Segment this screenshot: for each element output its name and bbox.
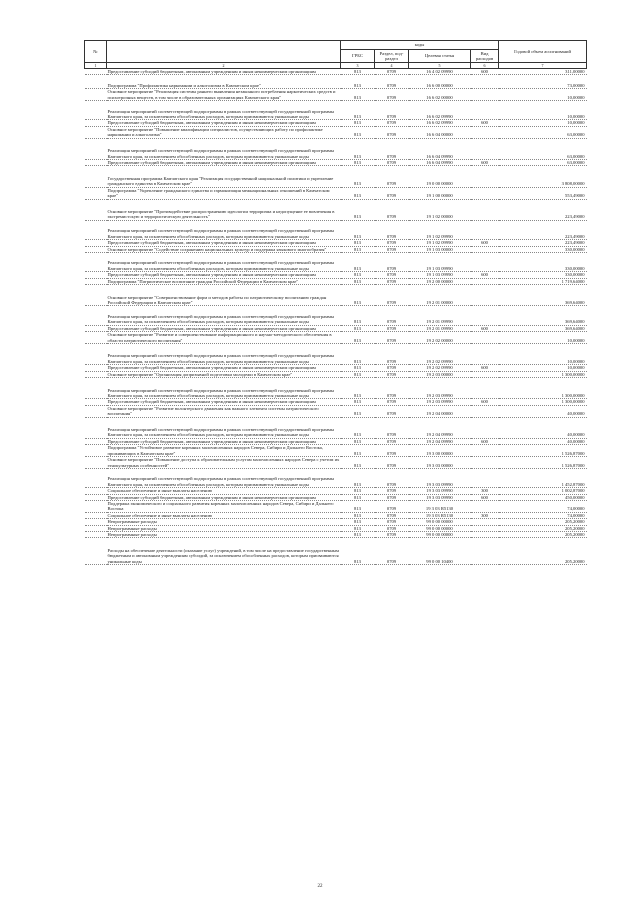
cell-cs: 19 3 03 R5130 xyxy=(409,501,471,513)
cell-rz: 0709 xyxy=(375,159,409,165)
cell-name: Предоставление субсидий бюджетным, автономным учреждениям и иным некоммерческим организациям xyxy=(107,494,341,500)
cell-grbs: 813 xyxy=(341,148,375,159)
cell-rz: 0709 xyxy=(375,525,409,531)
cell-vr xyxy=(471,548,499,565)
cell-cs: 19 3 03 09990 xyxy=(409,476,471,487)
table-row xyxy=(85,476,587,487)
cell-sum: 330,00000 xyxy=(499,260,587,271)
cell-grbs: 813 xyxy=(341,525,375,531)
cell-rz: 0709 xyxy=(375,295,409,306)
cell-name: Непрограммные расходы xyxy=(107,532,341,538)
cell-sum: 1 452,87000 xyxy=(499,476,587,487)
cell-sum: 311,00000 xyxy=(499,69,587,75)
cell-cs: 19 1 03 09990 xyxy=(409,260,471,271)
cell-num xyxy=(85,388,107,399)
cell-cs: 19 3 03 R5130 xyxy=(409,512,471,518)
cell-grbs: 813 xyxy=(341,159,375,165)
cell-name: Основное мероприятие "Повышение квалификации специалистов, осуществляющих работу по профилактике наркомании и алкоголизма" xyxy=(107,126,341,138)
cell-rz: 0709 xyxy=(375,488,409,494)
cell-rz: 0709 xyxy=(375,278,409,284)
table-row xyxy=(85,427,587,438)
col-grbs-header: ГРБС xyxy=(341,50,375,63)
cell-cs: 19 1 00 00000 xyxy=(409,187,471,199)
cell-name: Предоставление субсидий бюджетным, автономным учреждениям и иным некоммерческим организациям xyxy=(107,69,341,75)
cell-vr: 600 xyxy=(471,159,499,165)
table-row xyxy=(85,89,587,101)
cell-vr xyxy=(471,260,499,271)
cell-name: Предоставление субсидий бюджетным, автономным учреждениям и иным некоммерческим организациям xyxy=(107,272,341,278)
cell-vr: 600 xyxy=(471,438,499,444)
table-row xyxy=(85,548,587,565)
table-row xyxy=(85,187,587,199)
cell-grbs: 813 xyxy=(341,427,375,438)
cell-rz: 0709 xyxy=(375,399,409,405)
cell-name: Подпрограмма "Профилактика наркомании и алкоголизма в Камчатском крае" xyxy=(107,83,341,89)
cell-grbs: 813 xyxy=(341,365,375,371)
cell-grbs: 813 xyxy=(341,278,375,284)
budget-table xyxy=(84,40,587,565)
cell-sum: 10,00000 xyxy=(499,89,587,101)
cell-sum: 74,00000 xyxy=(499,501,587,513)
cell-sum: 205,20000 xyxy=(499,548,587,565)
cell-cs: 19 0 00 00000 xyxy=(409,176,471,187)
cell-num xyxy=(85,405,107,417)
cell-name: Реализация мероприятий соответствующей подпрограммы в рамках соответствующей государственной программы Камчатского края, за исключением обособленных расходов, которым присваиваются уникальные коды xyxy=(107,314,341,325)
col-razdel-header: Раздел, под-раздел xyxy=(375,50,409,63)
cell-cs: 19 1 02 09990 xyxy=(409,240,471,246)
cell-vr: 600 xyxy=(471,494,499,500)
cell-name: Реализация мероприятий соответствующей подпрограммы в рамках соответствующей государственной программы Камчатского края, за исключением обособленных расходов, которым присваиваются уникальные коды xyxy=(107,228,341,239)
cell-sum: 63,00000 xyxy=(499,126,587,138)
cell-name: Социальное обеспечение и иные выплаты населению xyxy=(107,512,341,518)
table-row xyxy=(85,405,587,417)
cell-grbs: 813 xyxy=(341,260,375,271)
table-row xyxy=(85,332,587,344)
cell-cs: 16 6 04 09990 xyxy=(409,148,471,159)
cell-cs: 16 6 02 09990 xyxy=(409,109,471,120)
cell-name: Реализация мероприятий соответствующей подпрограммы в рамках соответствующей государственной программы Камчатского края, за исключением обособленных расходов, которым присваиваются уникальные коды xyxy=(107,388,341,399)
cell-grbs: 813 xyxy=(341,325,375,331)
cell-grbs: 813 xyxy=(341,332,375,344)
cell-sum: 10,00000 xyxy=(499,120,587,126)
cell-cs: 99 0 00 00000 xyxy=(409,519,471,525)
cell-vr xyxy=(471,427,499,438)
cell-grbs: 813 xyxy=(341,109,375,120)
cell-sum: 369,64000 xyxy=(499,295,587,306)
table-row xyxy=(85,295,587,306)
table-row xyxy=(85,260,587,271)
cell-rz: 0709 xyxy=(375,427,409,438)
cell-sum: 369,64000 xyxy=(499,314,587,325)
cell-rz: 0709 xyxy=(375,405,409,417)
cell-rz: 0709 xyxy=(375,246,409,252)
cell-vr xyxy=(471,332,499,344)
cell-vr: 600 xyxy=(471,399,499,405)
cell-vr: 600 xyxy=(471,69,499,75)
cell-name: Предоставление субсидий бюджетным, автономным учреждениям и иным некоммерческим организациям xyxy=(107,365,341,371)
cell-grbs: 813 xyxy=(341,120,375,126)
cell-grbs: 813 xyxy=(341,209,375,220)
cell-num xyxy=(85,353,107,364)
cell-sum: 10,00000 xyxy=(499,332,587,344)
col-index: 3 xyxy=(341,63,375,69)
page-number: 22 xyxy=(317,884,323,889)
cell-num xyxy=(85,176,107,187)
cell-name: Непрограммные расходы xyxy=(107,525,341,531)
cell-vr xyxy=(471,126,499,138)
cell-vr: 600 xyxy=(471,120,499,126)
cell-name: Основное мероприятие "Организация допризывной подготовки молодежи в Камчатском крае" xyxy=(107,371,341,377)
col-name-header xyxy=(107,41,341,63)
cell-cs: 19 2 04 00000 xyxy=(409,405,471,417)
cell-vr: 300 xyxy=(471,512,499,518)
cell-name: Основное мероприятие "Развитие и совершенствование информационного и научно-методического обеспечения в области патриотического воспитания" xyxy=(107,332,341,344)
cell-cs: 99 0 00 00000 xyxy=(409,532,471,538)
cell-name: Предоставление субсидий бюджетным, автономным учреждениям и иным некоммерческим организациям xyxy=(107,120,341,126)
cell-num xyxy=(85,501,107,513)
cell-grbs: 813 xyxy=(341,457,375,469)
cell-sum: 205,20000 xyxy=(499,525,587,531)
cell-num xyxy=(85,476,107,487)
cell-grbs: 813 xyxy=(341,445,375,457)
cell-name: Реализация мероприятий соответствующей подпрограммы в рамках соответствующей государственной программы Камчатского края, за исключением обособленных расходов, которым присваиваются уникальные коды xyxy=(107,427,341,438)
cell-num xyxy=(85,260,107,271)
cell-cs: 19 1 03 00000 xyxy=(409,246,471,252)
cell-sum: 1 002,87000 xyxy=(499,488,587,494)
cell-name: Основное мероприятие "Развитие волонтерского движения как важного элемента системы патриотического воспитания" xyxy=(107,405,341,417)
cell-name: Предоставление субсидий бюджетным, автономным учреждениям и иным некоммерческим организациям xyxy=(107,325,341,331)
cell-vr xyxy=(471,353,499,364)
cell-name: Реализация мероприятий соответствующей подпрограммы в рамках соответствующей государственной программы Камчатского края, за исключением обособленных расходов, которым присваиваются уникальные коды xyxy=(107,109,341,120)
cell-cs: 16 6 04 09990 xyxy=(409,159,471,165)
cell-cs: 19 2 02 09990 xyxy=(409,353,471,364)
cell-sum: 63,00000 xyxy=(499,159,587,165)
cell-name: Государственная программа Камчатского края "Реализация государственной национальной политики и укрепление гражданского единства в Камчатском крае" xyxy=(107,176,341,187)
cell-rz: 0709 xyxy=(375,126,409,138)
cell-vr xyxy=(471,295,499,306)
cell-vr: 600 xyxy=(471,325,499,331)
cell-cs: 99 0 00 00000 xyxy=(409,525,471,531)
cell-cs: 19 2 01 00000 xyxy=(409,295,471,306)
cell-name: Расходы на обеспечение деятельности (оказание услуг) учреждений, в том числе на предоставление государственным бюджетным и автономным учреждениям субсидий, за исключением обособленных расходов, которым присваиваются уникальные коды xyxy=(107,547,339,564)
cell-cs: 99 0 00 10400 xyxy=(409,548,471,565)
cell-name: Реализация мероприятий соответствующей подпрограммы в рамках соответствующей государственной программы Камчатского края, за исключением обособленных расходов, которым присваиваются уникальные коды xyxy=(107,260,341,271)
table-row xyxy=(85,109,587,120)
cell-num xyxy=(85,295,107,306)
cell-grbs: 813 xyxy=(341,399,375,405)
cell-rz: 0709 xyxy=(375,260,409,271)
cell-rz: 0709 xyxy=(375,314,409,325)
cell-rz: 0709 xyxy=(375,187,409,199)
cell-sum: 1 300,00000 xyxy=(499,371,587,377)
cell-num xyxy=(85,89,107,101)
cell-vr xyxy=(471,228,499,239)
cell-sum: 223,49000 xyxy=(499,228,587,239)
col-index: 6 xyxy=(471,63,499,69)
cell-grbs: 813 xyxy=(341,353,375,364)
cell-rz: 0709 xyxy=(375,69,409,75)
cell-grbs: 813 xyxy=(341,187,375,199)
cell-sum: 3 808,00000 xyxy=(499,176,587,187)
col-num-header: № xyxy=(85,41,107,63)
cell-num xyxy=(85,314,107,325)
cell-cs: 19 2 02 00000 xyxy=(409,332,471,344)
cell-num xyxy=(85,427,107,438)
cell-rz: 0709 xyxy=(375,501,409,513)
col-index: 5 xyxy=(409,63,471,69)
cell-rz: 0709 xyxy=(375,332,409,344)
cell-vr xyxy=(471,501,499,513)
cell-grbs: 813 xyxy=(341,519,375,525)
cell-cs: 19 1 02 09990 xyxy=(409,228,471,239)
cell-sum: 1 300,00000 xyxy=(499,388,587,399)
cell-cs: 19 2 00 00000 xyxy=(409,278,471,284)
cell-sum: 10,00000 xyxy=(499,365,587,371)
cell-grbs: 813 xyxy=(341,438,375,444)
cell-sum: 1 526,87000 xyxy=(499,457,587,469)
cell-cs: 19 3 03 00000 xyxy=(409,457,471,469)
cell-rz: 0709 xyxy=(375,365,409,371)
cell-sum: 1 719,64000 xyxy=(499,278,587,284)
table-row xyxy=(85,353,587,364)
cell-rz: 0709 xyxy=(375,532,409,538)
cell-rz: 0709 xyxy=(375,120,409,126)
cell-vr xyxy=(471,148,499,159)
cell-vr: 600 xyxy=(471,365,499,371)
cell-sum: 1 300,00000 xyxy=(499,399,587,405)
cell-num xyxy=(85,187,107,199)
table-row xyxy=(85,445,587,457)
cell-name: Реализация мероприятий соответствующей подпрограммы в рамках соответствующей государственной программы Камчатского края, за исключением обособленных расходов, которым присваиваются уникальные коды xyxy=(107,353,341,364)
cell-name: Основное мероприятие "Реализация системы раннего выявления незаконного потребления наркотических средств и психотропных веществ, в том числе в образовательных организациях Камчатского края" xyxy=(107,89,341,101)
cell-rz: 0709 xyxy=(375,176,409,187)
cell-name: Реализация мероприятий соответствующей подпрограммы в рамках соответствующей государственной программы Камчатского края, за исключением обособленных расходов, которым присваиваются уникальные коды xyxy=(107,148,341,159)
cell-grbs: 813 xyxy=(341,126,375,138)
cell-sum: 40,00000 xyxy=(499,405,587,417)
cell-name: Предоставление субсидий бюджетным, автономным учреждениям и иным некоммерческим организациям xyxy=(107,240,341,246)
cell-grbs: 813 xyxy=(341,501,375,513)
cell-name: Предоставление субсидий бюджетным, автономным учреждениям и иным некоммерческим организациям xyxy=(107,399,341,405)
cell-grbs: 813 xyxy=(341,89,375,101)
cell-rz: 0709 xyxy=(375,148,409,159)
cell-grbs: 813 xyxy=(341,295,375,306)
col-index: 2 xyxy=(107,63,341,69)
col-index: 4 xyxy=(375,63,409,69)
cell-rz: 0709 xyxy=(375,83,409,89)
cell-num xyxy=(85,109,107,120)
cell-grbs: 813 xyxy=(341,246,375,252)
cell-cs: 16 4 02 09990 xyxy=(409,69,471,75)
cell-cs: 19 2 01 09990 xyxy=(409,314,471,325)
cell-sum: 330,00000 xyxy=(499,246,587,252)
cell-num xyxy=(85,457,107,469)
cell-sum: 223,49000 xyxy=(499,209,587,220)
cell-cs: 19 1 03 09990 xyxy=(409,272,471,278)
cell-grbs: 813 xyxy=(341,476,375,487)
cell-sum: 63,00000 xyxy=(499,148,587,159)
cell-rz: 0709 xyxy=(375,548,409,565)
cell-grbs: 813 xyxy=(341,548,375,565)
table-row xyxy=(85,228,587,239)
cell-name: Социальное обеспечение и иные выплаты населению xyxy=(107,488,341,494)
budget-sheet xyxy=(84,40,586,565)
cell-rz: 0709 xyxy=(375,519,409,525)
cell-rz: 0709 xyxy=(375,494,409,500)
cell-grbs: 813 xyxy=(341,532,375,538)
cell-sum: 10,00000 xyxy=(499,109,587,120)
cell-grbs: 813 xyxy=(341,494,375,500)
cell-rz: 0709 xyxy=(375,240,409,246)
cell-grbs: 813 xyxy=(341,314,375,325)
cell-cs: 19 3 00 00000 xyxy=(409,445,471,457)
cell-name: Основное мероприятие "Повышение доступа к образовательным услугам малочисленных народов Севера с учетом их этнокультурных особенностей" xyxy=(107,457,340,468)
cell-vr: 600 xyxy=(471,272,499,278)
cell-cs: 19 2 01 09990 xyxy=(409,325,471,331)
cell-sum: 10,00000 xyxy=(499,353,587,364)
cell-rz: 0709 xyxy=(375,512,409,518)
table-row xyxy=(85,148,587,159)
cell-grbs: 813 xyxy=(341,240,375,246)
cell-name: Подпрограмма "Устойчивое развитие коренных малочисленных народов Севера, Сибири и Дальнего Востока, проживающих в Камчатском крае" xyxy=(107,445,341,457)
cell-vr xyxy=(471,109,499,120)
cell-vr xyxy=(471,209,499,220)
cell-num xyxy=(85,209,107,220)
cell-sum: 205,20000 xyxy=(499,519,587,525)
cell-cs: 19 3 03 09990 xyxy=(409,488,471,494)
cell-sum: 74,00000 xyxy=(499,512,587,518)
cell-grbs: 813 xyxy=(341,388,375,399)
cell-name: Подпрограмма "Укрепление гражданского единства и гармонизация межнациональных отношений в Камчатском крае" xyxy=(107,187,341,199)
cell-cs: 19 3 03 09990 xyxy=(409,494,471,500)
cell-sum: 330,00000 xyxy=(499,272,587,278)
table-row xyxy=(85,501,587,513)
cell-vr xyxy=(471,445,499,457)
cell-grbs: 813 xyxy=(341,83,375,89)
cell-cs: 19 2 04 09990 xyxy=(409,438,471,444)
cell-sum: 1 526,87000 xyxy=(499,445,587,457)
cell-rz: 0709 xyxy=(375,371,409,377)
cell-num xyxy=(85,126,107,138)
cell-rz: 0709 xyxy=(375,457,409,469)
cell-grbs: 813 xyxy=(341,512,375,518)
cell-sum: 369,64000 xyxy=(499,325,587,331)
table-row xyxy=(85,176,587,187)
cell-vr xyxy=(471,176,499,187)
cell-name: Предоставление субсидий бюджетным, автономным учреждениям и иным некоммерческим организациям xyxy=(107,438,341,444)
cell-cs: 16 6 02 09990 xyxy=(409,120,471,126)
cell-vr: 300 xyxy=(471,488,499,494)
table-row xyxy=(85,314,587,325)
cell-name: Основное мероприятие "Содействие сохранению национальных культур и поддержка языкового многообразия" xyxy=(107,246,341,252)
cell-grbs: 813 xyxy=(341,69,375,75)
cell-vr xyxy=(471,457,499,469)
col-index: 1 xyxy=(85,63,107,69)
cell-sum: 73,00000 xyxy=(499,83,587,89)
cell-rz: 0709 xyxy=(375,353,409,364)
cell-sum: 553,49000 xyxy=(499,187,587,199)
cell-sum: 223,49000 xyxy=(499,240,587,246)
cell-rz: 0709 xyxy=(375,325,409,331)
cell-cs: 19 2 03 00000 xyxy=(409,371,471,377)
cell-vr xyxy=(471,388,499,399)
cell-vr xyxy=(471,187,499,199)
codes-header: коды xyxy=(341,41,499,50)
table-row xyxy=(85,126,587,138)
cell-name: Подпрограмма "Патриотическое воспитание граждан Российской Федерации в Камчатском крае" xyxy=(107,278,341,284)
cell-num xyxy=(85,148,107,159)
cell-cs: 19 2 03 09990 xyxy=(409,399,471,405)
cell-grbs: 813 xyxy=(341,228,375,239)
table-row xyxy=(85,209,587,220)
table-row xyxy=(85,388,587,399)
cell-sum: 40,00000 xyxy=(499,438,587,444)
cell-rz: 0709 xyxy=(375,228,409,239)
cell-num xyxy=(85,332,107,344)
cell-name: Основное мероприятие "Совершенствование форм и методов работы по патриотическому воспитанию граждан Российской Федерации в Камчатском крае" xyxy=(107,295,341,306)
cell-grbs: 813 xyxy=(341,405,375,417)
col-vid-header: Вид расходов xyxy=(471,50,499,63)
cell-rz: 0709 xyxy=(375,89,409,101)
cell-sum: 40,00000 xyxy=(499,427,587,438)
cell-rz: 0709 xyxy=(375,109,409,120)
cell-vr xyxy=(471,314,499,325)
cell-rz: 0709 xyxy=(375,438,409,444)
cell-cs: 19 2 04 09990 xyxy=(409,427,471,438)
cell-cs: 19 2 03 09990 xyxy=(409,388,471,399)
table-body xyxy=(85,69,587,565)
cell-cs: 19 1 02 00000 xyxy=(409,209,471,220)
cell-sum: 205,20000 xyxy=(499,532,587,538)
cell-rz: 0709 xyxy=(375,272,409,278)
cell-vr: 600 xyxy=(471,240,499,246)
cell-name: Непрограммные расходы xyxy=(107,519,341,525)
cell-num xyxy=(85,445,107,457)
cell-cs: 16 6 02 00000 xyxy=(409,89,471,101)
col-index: 7 xyxy=(499,63,587,69)
cell-name: Предоставление субсидий бюджетным, автономным учреждениям и иным некоммерческим организациям xyxy=(107,159,341,165)
col-annual-header: Годовой объем ассигнований xyxy=(499,41,587,63)
cell-num xyxy=(85,228,107,239)
cell-vr xyxy=(471,89,499,101)
cell-name: Основное мероприятие "Противодействие распространению идеологии терроризма и недопущение ее вовлечения в экстремистскую и террористическую деятельность" xyxy=(107,209,341,220)
cell-vr xyxy=(471,476,499,487)
table-row xyxy=(85,457,587,469)
cell-sum: 450,00000 xyxy=(499,494,587,500)
cell-name: Поддержка экономического и социального развития коренных малочисленных народов Севера, Сибири и Дальнего Востока xyxy=(107,501,341,513)
cell-cs: 16 6 04 00000 xyxy=(409,126,471,138)
cell-rz: 0709 xyxy=(375,445,409,457)
cell-grbs: 813 xyxy=(341,176,375,187)
cell-num xyxy=(85,548,107,565)
cell-grbs: 813 xyxy=(341,371,375,377)
cell-rz: 0709 xyxy=(375,476,409,487)
cell-vr xyxy=(471,405,499,417)
cell-name: Реализация мероприятий соответствующей подпрограммы в рамках соответствующей государственной программы Камчатского края, за исключением обособленных расходов, которым присваиваются уникальные коды xyxy=(107,476,341,487)
cell-grbs: 813 xyxy=(341,272,375,278)
cell-rz: 0709 xyxy=(375,388,409,399)
cell-cs: 16 6 00 00000 xyxy=(409,83,471,89)
col-target-header: Целевая статья xyxy=(409,50,471,63)
cell-grbs: 813 xyxy=(341,488,375,494)
cell-rz: 0709 xyxy=(375,209,409,220)
cell-cs: 19 2 02 09990 xyxy=(409,365,471,371)
